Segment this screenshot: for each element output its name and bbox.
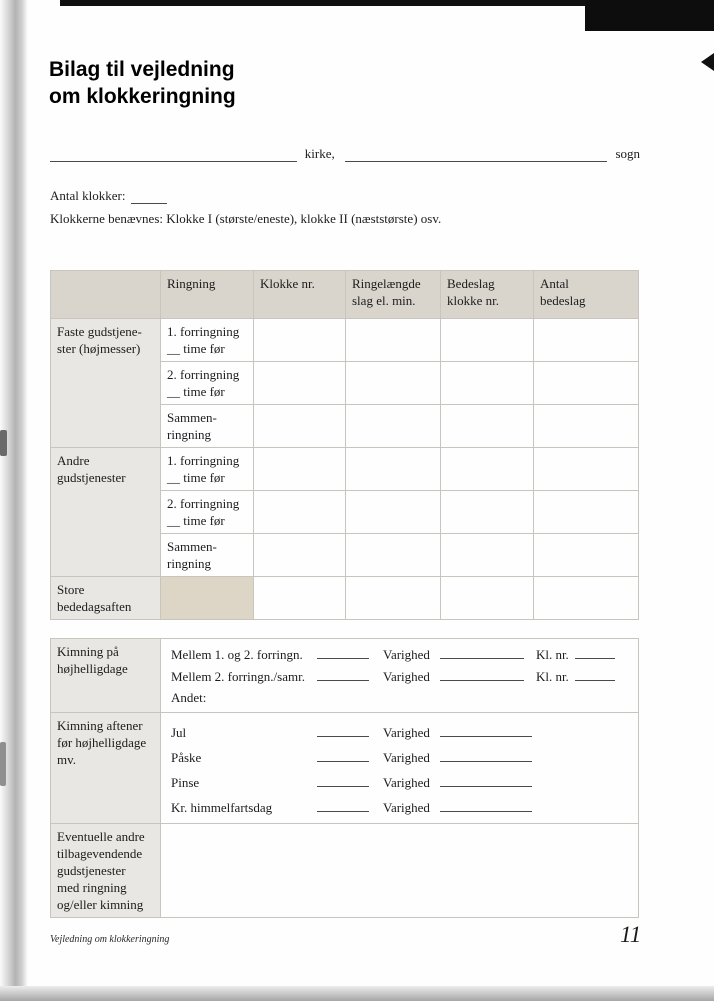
table-row bbox=[51, 448, 639, 491]
empty-cell bbox=[346, 362, 441, 405]
cell-line: Kimning aftener bbox=[57, 718, 143, 733]
ringning-cell bbox=[161, 448, 254, 491]
row-label-eventuelle-andre bbox=[51, 824, 161, 918]
ringning-cell-shaded bbox=[161, 577, 254, 620]
kl-nr-label: Kl. nr. bbox=[535, 647, 569, 662]
form-line bbox=[171, 689, 628, 711]
table-row bbox=[51, 577, 639, 620]
blank-line bbox=[440, 773, 532, 787]
cell-line: Sammen- bbox=[167, 410, 217, 425]
blank-line bbox=[440, 723, 532, 737]
cell-line: Bedeslag bbox=[447, 276, 495, 291]
empty-cell bbox=[346, 491, 441, 534]
section-content-empty bbox=[161, 824, 639, 918]
varighed-label: Varighed bbox=[383, 775, 430, 790]
empty-cell bbox=[534, 405, 639, 448]
cell-line: 2. forringning bbox=[167, 367, 240, 382]
cell-line: Store bbox=[57, 582, 85, 597]
blank-line bbox=[440, 667, 524, 681]
cell-line: 1. forringning bbox=[167, 324, 240, 339]
benaevnes-text: Klokkerne benævnes: Klokke I (største/eneste), klokke II (næststørste) osv. bbox=[50, 211, 442, 226]
header-cell-ringelaengde bbox=[346, 271, 441, 319]
cell-line: 1. forringning bbox=[167, 453, 240, 468]
cell-line: __ time før bbox=[167, 341, 225, 356]
sogn-label: sogn bbox=[615, 146, 640, 161]
row-label-kimning-hoejhelligdage bbox=[51, 639, 161, 713]
row-group-label-store-bededagsaften bbox=[51, 577, 161, 620]
blank-line bbox=[317, 723, 369, 737]
blank-line bbox=[575, 667, 615, 681]
cell-line: gudstjenester bbox=[57, 863, 126, 878]
blank-line bbox=[575, 645, 615, 659]
cell-line: Ringelængde bbox=[352, 276, 421, 291]
cell-line: __ time før bbox=[167, 470, 225, 485]
cell-line: ringning bbox=[167, 556, 212, 571]
ringning-cell bbox=[161, 319, 254, 362]
cell-line: bededagsaften bbox=[57, 599, 132, 614]
ringning-cell bbox=[161, 405, 254, 448]
form-line-label: Pinse bbox=[171, 775, 200, 790]
cell-line: og/eller kimning bbox=[57, 897, 144, 912]
row-label-kimning-aftener bbox=[51, 713, 161, 824]
cell-line: Ringning bbox=[167, 276, 216, 291]
sogn-blank-line bbox=[345, 148, 608, 162]
cell-line: Antal bbox=[540, 276, 569, 291]
kirke-label: kirke, bbox=[304, 146, 335, 161]
footer-booklet-title: Vejledning om klokkeringning bbox=[50, 934, 170, 945]
cell-line: Andre bbox=[57, 453, 90, 468]
form-line bbox=[171, 723, 628, 748]
cell-line: gudstjenester bbox=[57, 470, 126, 485]
empty-cell bbox=[534, 534, 639, 577]
header-cell-klokke-nr bbox=[254, 271, 346, 319]
cell-line: __ time før bbox=[167, 513, 225, 528]
empty-cell bbox=[534, 448, 639, 491]
row-group-label-andre-gudstjenester bbox=[51, 448, 161, 577]
row-group-label-faste-gudstjenester bbox=[51, 319, 161, 448]
empty-cell bbox=[254, 362, 346, 405]
empty-cell bbox=[534, 319, 639, 362]
antal-klokker-line bbox=[50, 188, 167, 204]
form-line bbox=[171, 645, 628, 667]
ringning-table bbox=[50, 270, 639, 620]
scan-artifact bbox=[0, 430, 7, 456]
blank-line bbox=[317, 798, 369, 812]
empty-cell bbox=[534, 577, 639, 620]
section-content bbox=[161, 713, 639, 824]
form-line bbox=[171, 773, 628, 798]
cell-line: med ringning bbox=[57, 880, 127, 895]
empty-cell bbox=[441, 534, 534, 577]
form-line-label: Mellem 1. og 2. forringn. bbox=[171, 647, 303, 662]
arrow-left-icon bbox=[701, 53, 714, 71]
page-number: 11 bbox=[620, 922, 642, 947]
cell-line: Eventuelle andre bbox=[57, 829, 145, 844]
cell-line: bedeslag bbox=[540, 293, 586, 308]
cell-line: slag el. min. bbox=[352, 293, 416, 308]
blank-line bbox=[317, 645, 369, 659]
empty-cell bbox=[254, 577, 346, 620]
header-cell-antal-bedeslag bbox=[534, 271, 639, 319]
cell-line: __ time før bbox=[167, 384, 225, 399]
cell-line: tilbagevendende bbox=[57, 846, 143, 861]
varighed-label: Varighed bbox=[383, 647, 430, 662]
ringning-cell bbox=[161, 491, 254, 534]
empty-cell bbox=[254, 491, 346, 534]
form-line bbox=[171, 748, 628, 773]
cell-line: Sammen- bbox=[167, 539, 217, 554]
blank-line bbox=[317, 773, 369, 787]
scan-artifact bbox=[0, 742, 6, 786]
table-row bbox=[51, 824, 639, 918]
empty-cell bbox=[254, 319, 346, 362]
kimning-table bbox=[50, 638, 639, 918]
empty-cell bbox=[346, 405, 441, 448]
page-title bbox=[49, 56, 236, 110]
antal-klokker-blank-line bbox=[131, 190, 167, 204]
header-cell-empty bbox=[51, 271, 161, 319]
blank-line bbox=[440, 798, 532, 812]
empty-cell bbox=[254, 405, 346, 448]
varighed-label: Varighed bbox=[383, 800, 430, 815]
cell-line: højhelligdage bbox=[57, 661, 128, 676]
form-line-label: Andet: bbox=[171, 690, 207, 705]
table-row bbox=[51, 713, 639, 824]
cell-line: ringning bbox=[167, 427, 212, 442]
ringning-cell bbox=[161, 534, 254, 577]
header-cell-ringning bbox=[161, 271, 254, 319]
form-line-label: Kr. himmelfartsdag bbox=[171, 800, 273, 815]
empty-cell bbox=[441, 577, 534, 620]
empty-cell bbox=[346, 534, 441, 577]
blank-line bbox=[440, 748, 532, 762]
varighed-label: Varighed bbox=[383, 750, 430, 765]
table-header-row bbox=[51, 271, 639, 319]
empty-cell bbox=[441, 491, 534, 534]
kirke-blank-line bbox=[50, 148, 297, 162]
empty-cell bbox=[254, 448, 346, 491]
blank-line bbox=[317, 748, 369, 762]
page-title-line1: Bilag til vejledning bbox=[49, 58, 235, 81]
blank-line bbox=[440, 645, 524, 659]
empty-cell bbox=[254, 534, 346, 577]
table-row bbox=[51, 319, 639, 362]
cell-line: klokke nr. bbox=[447, 293, 499, 308]
blank-line bbox=[317, 667, 369, 681]
header-cell-bedeslag bbox=[441, 271, 534, 319]
empty-cell bbox=[441, 405, 534, 448]
scan-left-edge bbox=[0, 0, 28, 1001]
empty-cell bbox=[441, 448, 534, 491]
cell-line: Klokke nr. bbox=[260, 276, 315, 291]
empty-cell bbox=[441, 319, 534, 362]
scan-bottom-edge bbox=[0, 986, 714, 1001]
kirke-sogn-line bbox=[50, 146, 650, 162]
cell-line: ster (højmesser) bbox=[57, 341, 141, 356]
form-line bbox=[171, 667, 628, 689]
form-line-label: Jul bbox=[171, 725, 187, 740]
ringning-cell bbox=[161, 362, 254, 405]
scan-top-corner-block bbox=[585, 0, 714, 31]
cell-line: før højhelligdage bbox=[57, 735, 147, 750]
cell-line: Faste gudstjene- bbox=[57, 324, 142, 339]
cell-line: Kimning på bbox=[57, 644, 119, 659]
section-content bbox=[161, 639, 639, 713]
page-title-line2: om klokkeringning bbox=[49, 85, 236, 108]
varighed-label: Varighed bbox=[383, 725, 430, 740]
cell-line: 2. forringning bbox=[167, 496, 240, 511]
cell-line: mv. bbox=[57, 752, 77, 767]
empty-cell bbox=[441, 362, 534, 405]
form-line-label: Påske bbox=[171, 750, 202, 765]
empty-cell bbox=[534, 491, 639, 534]
empty-cell bbox=[534, 362, 639, 405]
empty-cell bbox=[346, 577, 441, 620]
form-line bbox=[171, 798, 628, 823]
kl-nr-label: Kl. nr. bbox=[535, 669, 569, 684]
scan-top-line bbox=[60, 0, 592, 6]
antal-klokker-label: Antal klokker: bbox=[50, 188, 126, 203]
empty-cell bbox=[346, 319, 441, 362]
varighed-label: Varighed bbox=[383, 669, 430, 684]
empty-cell bbox=[346, 448, 441, 491]
table-row bbox=[51, 639, 639, 713]
form-line-label: Mellem 2. forringn./samr. bbox=[171, 669, 305, 684]
